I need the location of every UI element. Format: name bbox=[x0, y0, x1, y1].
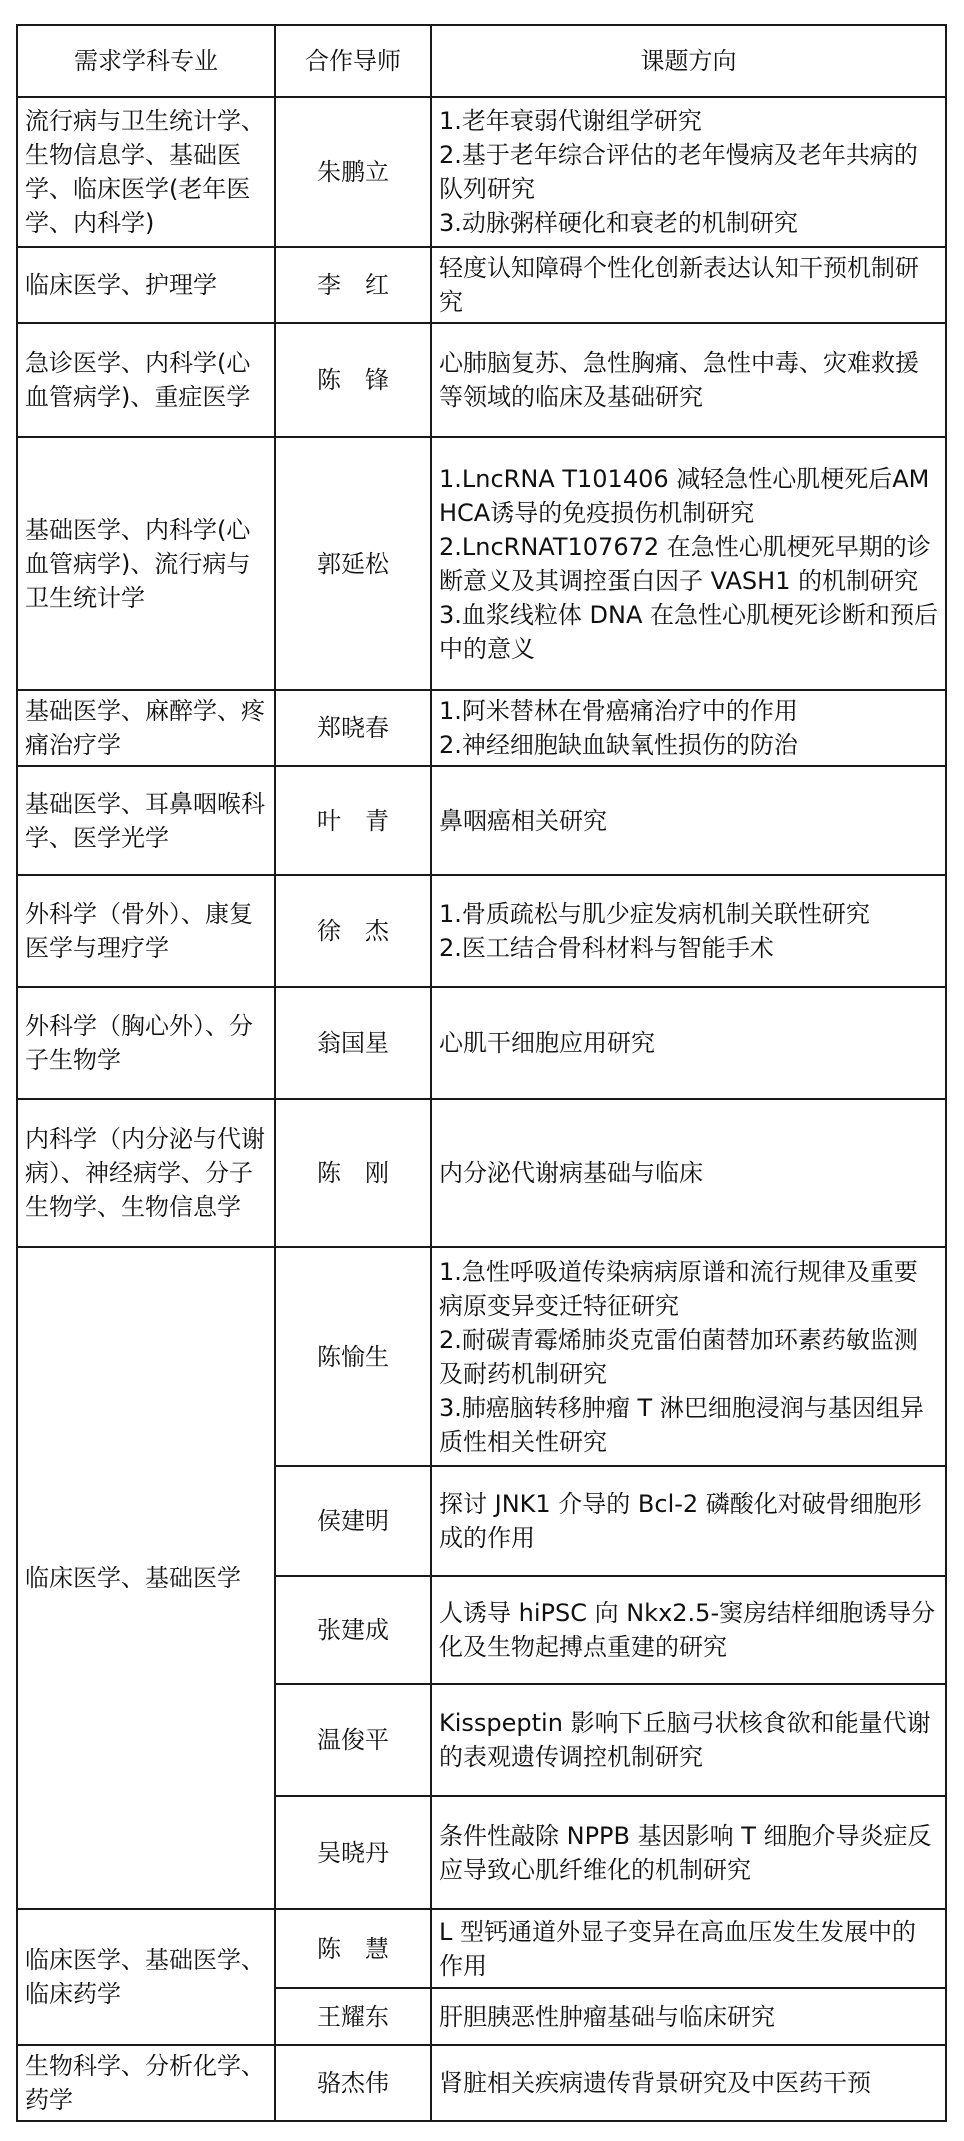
discipline-cell: 流行病与卫生统计学、生物信息学、基础医学、临床医学(老年医学、内科学) bbox=[17, 97, 275, 247]
topic-line: 1.LncRNA T101406 减轻急性心肌梗死后AMHCA诱导的免疫损伤机制研究 bbox=[439, 464, 930, 527]
table-row bbox=[17, 323, 946, 437]
topic-line: 2.医工结合骨科材料与智能手术 bbox=[439, 934, 774, 962]
tutor-cell: 侯建明 bbox=[275, 1466, 431, 1576]
topic-line: 1.老年衰弱代谢组学研究 bbox=[439, 107, 702, 135]
tutor-cell: 陈 锋 bbox=[275, 323, 431, 437]
discipline-cell: 内科学（内分泌与代谢病）、神经病学、分子生物学、生物信息学 bbox=[17, 1099, 275, 1247]
header-discipline: 需求学科专业 bbox=[17, 25, 275, 97]
topic-cell bbox=[431, 323, 946, 437]
table-row bbox=[17, 690, 946, 766]
topic-line: 1.急性呼吸道传染病病原谱和流行规律及重要病原变异变迁特征研究 bbox=[439, 1257, 918, 1320]
topic-line: Kisspeptin 影响下丘脑弓状核食欲和能量代谢的表观遗传调控机制研究 bbox=[439, 1709, 931, 1771]
topic-cell bbox=[431, 690, 946, 766]
discipline-cell: 临床医学、基础医学、临床药学 bbox=[17, 1909, 275, 2045]
topic-line: 1.骨质疏松与肌少症发病机制关联性研究 bbox=[439, 900, 870, 928]
tutor-cell: 李 红 bbox=[275, 247, 431, 323]
discipline-cell: 临床医学、护理学 bbox=[17, 247, 275, 323]
discipline-cell: 外科学（骨外）、康复医学与理疗学 bbox=[17, 875, 275, 987]
tutor-cell: 郭延松 bbox=[275, 437, 431, 690]
discipline-cell: 基础医学、耳鼻咽喉科学、医学光学 bbox=[17, 766, 275, 875]
header-topic: 课题方向 bbox=[431, 25, 946, 97]
table-row bbox=[17, 1099, 946, 1247]
table-row bbox=[17, 2045, 946, 2121]
tutor-cell: 骆杰伟 bbox=[275, 2045, 431, 2121]
tutor-cell: 陈愉生 bbox=[275, 1247, 431, 1466]
topic-cell bbox=[431, 247, 946, 323]
tutor-cell: 温俊平 bbox=[275, 1684, 431, 1796]
topic-cell bbox=[431, 1988, 946, 2045]
table-row bbox=[17, 97, 946, 247]
tutor-cell: 翁国星 bbox=[275, 987, 431, 1099]
table-row bbox=[17, 437, 946, 690]
topic-line: 2.基于老年综合评估的老年慢病及老年共病的队列研究 bbox=[439, 141, 918, 203]
topic-cell bbox=[431, 766, 946, 875]
discipline-cell: 临床医学、基础医学 bbox=[17, 1247, 275, 1909]
topic-cell bbox=[431, 1247, 946, 1466]
discipline-cell: 急诊医学、内科学(心血管病学)、重症医学 bbox=[17, 323, 275, 437]
topic-line: L 型钙通道外显子变异在高血压发生发展中的作用 bbox=[439, 1917, 916, 1980]
topic-line: 肾脏相关疾病遗传背景研究及中医药干预 bbox=[439, 2069, 871, 2097]
topic-line: 1.阿米替林在骨癌痛治疗中的作用 bbox=[439, 697, 798, 725]
header-tutor: 合作导师 bbox=[275, 25, 431, 97]
tutor-cell: 张建成 bbox=[275, 1576, 431, 1684]
topic-cell bbox=[431, 437, 946, 690]
tutor-cell: 朱鹏立 bbox=[275, 97, 431, 247]
topic-line: 心肌干细胞应用研究 bbox=[439, 1029, 655, 1057]
tutor-table bbox=[16, 24, 947, 2122]
topic-line: 内分泌代谢病基础与临床 bbox=[439, 1159, 703, 1187]
topic-cell bbox=[431, 1576, 946, 1684]
topic-cell bbox=[431, 2045, 946, 2121]
table-row bbox=[17, 1909, 946, 1988]
topic-cell bbox=[431, 1909, 946, 1988]
table-header-row bbox=[17, 25, 946, 97]
topic-cell bbox=[431, 1796, 946, 1909]
topic-line: 条件性敲除 NPPB 基因影响 T 细胞介导炎症反应导致心肌纤维化的机制研究 bbox=[439, 1821, 932, 1884]
tutor-cell: 徐 杰 bbox=[275, 875, 431, 987]
discipline-cell: 基础医学、内科学(心血管病学)、流行病与卫生统计学 bbox=[17, 437, 275, 690]
topic-line: 2.LncRNAT107672 在急性心肌梗死早期的诊断意义及其调控蛋白因子 VASH1 的机制研究 bbox=[439, 532, 931, 595]
table-row bbox=[17, 987, 946, 1099]
discipline-cell: 基础医学、麻醉学、疼痛治疗学 bbox=[17, 690, 275, 766]
topic-line: 2.神经细胞缺血缺氧性损伤的防治 bbox=[439, 731, 798, 759]
table-row bbox=[17, 875, 946, 987]
topic-line: 3.动脉粥样硬化和衰老的机制研究 bbox=[439, 209, 798, 237]
tutor-cell: 陈 刚 bbox=[275, 1099, 431, 1247]
topic-line: 3.血浆线粒体 DNA 在急性心肌梗死诊断和预后中的意义 bbox=[439, 600, 939, 663]
topic-cell bbox=[431, 1466, 946, 1576]
tutor-cell: 郑晓春 bbox=[275, 690, 431, 766]
table-row bbox=[17, 1247, 946, 1466]
tutor-cell: 王耀东 bbox=[275, 1988, 431, 2045]
topic-cell bbox=[431, 875, 946, 987]
topic-cell bbox=[431, 1684, 946, 1796]
topic-line: 2.耐碳青霉烯肺炎克雷伯菌替加环素药敏监测及耐药机制研究 bbox=[439, 1325, 918, 1388]
topic-line: 鼻咽癌相关研究 bbox=[439, 806, 607, 835]
topic-cell bbox=[431, 97, 946, 247]
topic-cell bbox=[431, 1099, 946, 1247]
topic-line: 轻度认知障碍个性化创新表达认知干预机制研究 bbox=[439, 254, 919, 316]
tutor-cell: 吴晓丹 bbox=[275, 1796, 431, 1909]
table-row bbox=[17, 766, 946, 875]
topic-line: 3.肺癌脑转移肿瘤 T 淋巴细胞浸润与基因组异质性相关性研究 bbox=[439, 1393, 924, 1456]
discipline-cell: 生物科学、分析化学、药学 bbox=[17, 2045, 275, 2121]
topic-cell bbox=[431, 987, 946, 1099]
discipline-cell: 外科学（胸心外）、分子生物学 bbox=[17, 987, 275, 1099]
topic-line: 心肺脑复苏、急性胸痛、急性中毒、灾难救援等领域的临床及基础研究 bbox=[439, 349, 919, 411]
tutor-cell: 叶 青 bbox=[275, 766, 431, 875]
topic-line: 肝胆胰恶性肿瘤基础与临床研究 bbox=[439, 2002, 775, 2031]
topic-line: 人诱导 hiPSC 向 Nkx2.5-窦房结样细胞诱导分化及生物起搏点重建的研究 bbox=[439, 1599, 936, 1661]
tutor-cell: 陈 慧 bbox=[275, 1909, 431, 1988]
table-row bbox=[17, 247, 946, 323]
topic-line: 探讨 JNK1 介导的 Bcl-2 磷酸化对破骨细胞形成的作用 bbox=[439, 1490, 922, 1552]
